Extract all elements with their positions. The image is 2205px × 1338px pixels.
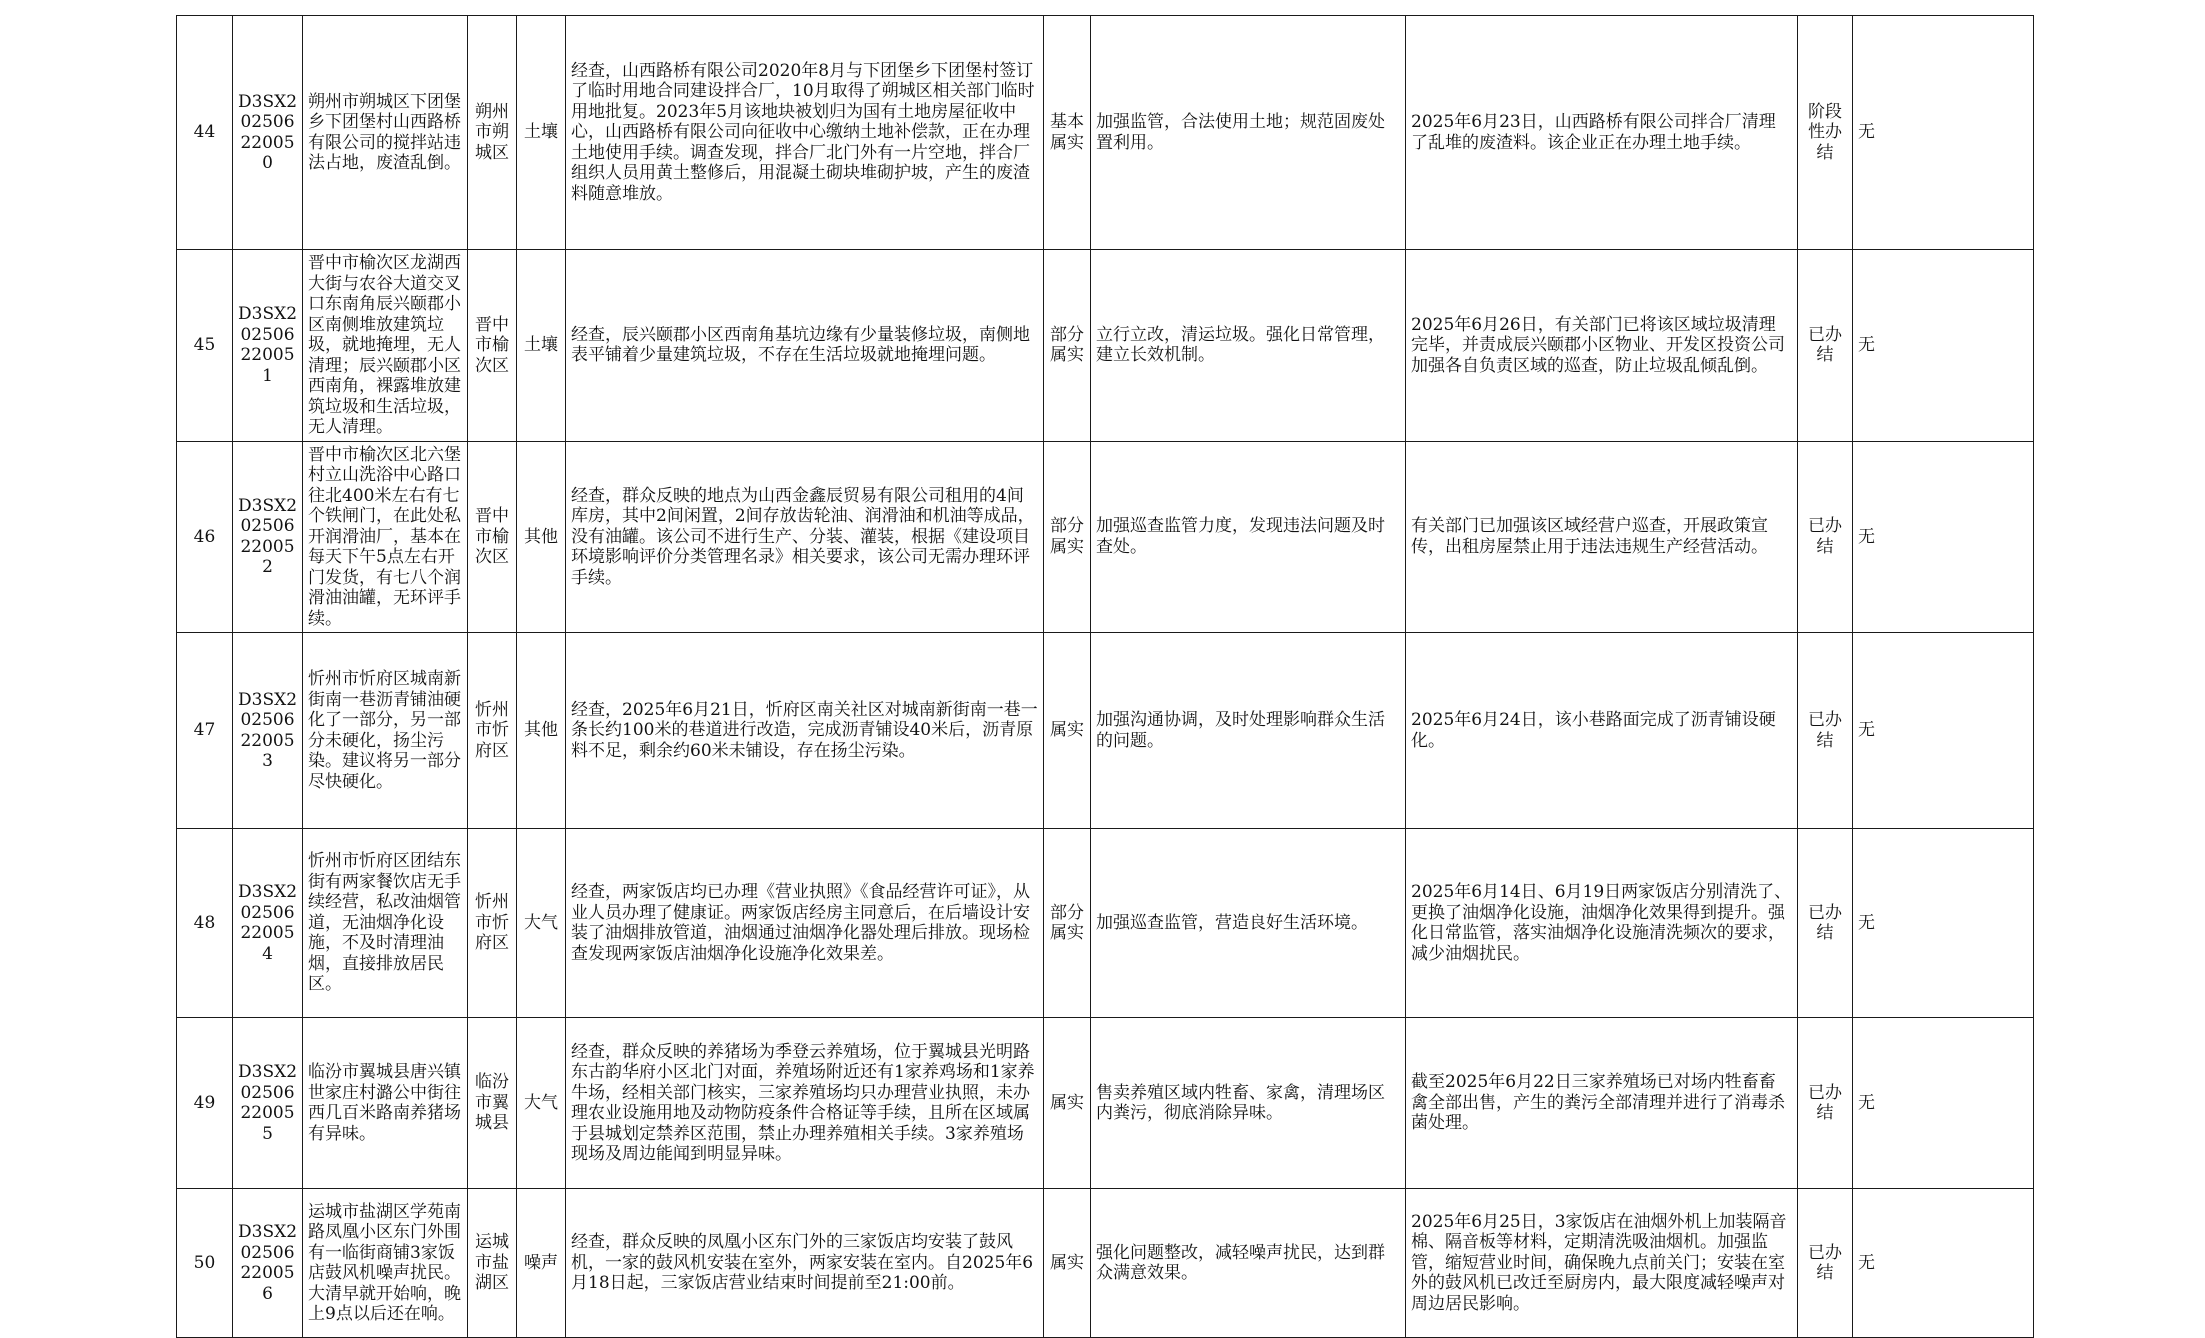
handling-measures: 加强沟通协调，及时处理影响群众生活的问题。 (1091, 633, 1406, 829)
accountability: 无 (1853, 16, 2034, 250)
verification-verdict: 部分属实 (1044, 250, 1091, 442)
complaint-content: 忻州市忻府区团结东街有两家餐饮店无手续经营，私改油烟管道，无油烟净化设施，不及时清理油烟，直接排放居民区。 (303, 829, 468, 1018)
case-table-page (176, 15, 2033, 1338)
accountability: 无 (1853, 1018, 2034, 1189)
rectification-result: 2025年6月23日，山西路桥有限公司拌合厂清理了乱堆的废渣料。该企业正在办理土地手续。 (1406, 16, 1798, 250)
case-id: D3SX202506220055 (233, 1018, 303, 1189)
pollution-type: 土壤 (517, 16, 566, 250)
case-number: 48 (177, 829, 233, 1018)
completion-status: 已办结 (1798, 1018, 1853, 1189)
table-row (177, 829, 2034, 1018)
verification-verdict: 部分属实 (1044, 441, 1091, 633)
rectification-result: 2025年6月26日，有关部门已将该区域垃圾清理完毕，并责成辰兴颐郡小区物业、开发区投资公司加强各自负责区域的巡查，防止垃圾乱倾乱倒。 (1406, 250, 1798, 442)
rectification-result: 2025年6月25日，3家饭店在油烟外机上加装隔音棉、隔音板等材料，定期清洗吸油烟机。加强监管，缩短营业时间，确保晚九点前关门；安装在室外的鼓风机已改迁至厨房内，最大限度减轻噪声对周边居民影响。 (1406, 1189, 1798, 1338)
accountability: 无 (1853, 1189, 2034, 1338)
administrative-area: 忻州市忻府区 (468, 633, 517, 829)
completion-status: 已办结 (1798, 633, 1853, 829)
handling-measures: 加强监管，合法使用土地；规范固废处置利用。 (1091, 16, 1406, 250)
complaint-content: 忻州市忻府区城南新街南一巷沥青铺油硬化了一部分，另一部分未硬化，扬尘污染。建议将另一部分尽快硬化。 (303, 633, 468, 829)
table-row (177, 1189, 2034, 1338)
complaint-content: 朔州市朔城区下团堡乡下团堡村山西路桥有限公司的搅拌站违法占地，废渣乱倒。 (303, 16, 468, 250)
case-number: 44 (177, 16, 233, 250)
case-id: D3SX202506220053 (233, 633, 303, 829)
accountability: 无 (1853, 250, 2034, 442)
complaint-content: 晋中市榆次区龙湖西大街与农谷大道交叉口东南角辰兴颐郡小区南侧堆放建筑垃圾，就地掩埋，无人清理；辰兴颐郡小区西南角，裸露堆放建筑垃圾和生活垃圾，无人清理。 (303, 250, 468, 442)
administrative-area: 临汾市翼城县 (468, 1018, 517, 1189)
complaint-content: 运城市盐湖区学苑南路凤凰小区东门外围有一临街商铺3家饭店鼓风机噪声扰民。大清早就开始响，晚上9点以后还在响。 (303, 1189, 468, 1338)
investigation-finding: 经查，群众反映的养猪场为季登云养殖场，位于翼城县光明路东古韵华府小区北门对面，养殖场附近还有1家养鸡场和1家养牛场，经相关部门核实，三家养殖场均只办理营业执照，未办理农业设施用地及动物防疫条件合格证等手续，且所在区域属于县城划定禁养区范围，禁止办理养殖相关手续。3家养殖场现场及周边能闻到明显异味。 (566, 1018, 1044, 1189)
pollution-type: 大气 (517, 829, 566, 1018)
handling-measures: 强化问题整改，减轻噪声扰民，达到群众满意效果。 (1091, 1189, 1406, 1338)
verification-verdict: 属实 (1044, 1189, 1091, 1338)
rectification-result: 有关部门已加强该区域经营户巡查，开展政策宣传，出租房屋禁止用于违法违规生产经营活动。 (1406, 441, 1798, 633)
case-number: 50 (177, 1189, 233, 1338)
verification-verdict: 属实 (1044, 633, 1091, 829)
accountability: 无 (1853, 829, 2034, 1018)
case-id: D3SX202506220056 (233, 1189, 303, 1338)
verification-verdict: 部分属实 (1044, 829, 1091, 1018)
table-row (177, 441, 2034, 633)
completion-status: 已办结 (1798, 829, 1853, 1018)
case-id: D3SX202506220052 (233, 441, 303, 633)
administrative-area: 晋中市榆次区 (468, 250, 517, 442)
rectification-result: 2025年6月24日，该小巷路面完成了沥青铺设硬化。 (1406, 633, 1798, 829)
case-number: 49 (177, 1018, 233, 1189)
handling-measures: 售卖养殖区域内牲畜、家禽，清理场区内粪污，彻底消除异味。 (1091, 1018, 1406, 1189)
investigation-finding: 经查，2025年6月21日，忻府区南关社区对城南新街南一巷一条长约100米的巷道进行改造，完成沥青铺设40米后，沥青原料不足，剩余约60米未铺设，存在扬尘污染。 (566, 633, 1044, 829)
completion-status: 已办结 (1798, 1189, 1853, 1338)
case-number: 45 (177, 250, 233, 442)
investigation-finding: 经查，两家饭店均已办理《营业执照》《食品经营许可证》，从业人员办理了健康证。两家饭店经房主同意后，在后墙设计安装了油烟排放管道，油烟通过油烟净化器处理后排放。现场检查发现两家饭店油烟净化设施净化效果差。 (566, 829, 1044, 1018)
table-row (177, 16, 2034, 250)
completion-status: 已办结 (1798, 250, 1853, 442)
verification-verdict: 属实 (1044, 1018, 1091, 1189)
handling-measures: 立行立改，清运垃圾。强化日常管理，建立长效机制。 (1091, 250, 1406, 442)
case-number: 46 (177, 441, 233, 633)
handling-measures: 加强巡查监管，营造良好生活环境。 (1091, 829, 1406, 1018)
investigation-finding: 经查，群众反映的地点为山西金鑫辰贸易有限公司租用的4间库房，其中2间闲置，2间存放齿轮油、润滑油和机油等成品，没有油罐。该公司不进行生产、分装、灌装，根据《建设项目环境影响评价分类管理名录》相关要求，该公司无需办理环评手续。 (566, 441, 1044, 633)
administrative-area: 朔州市朔城区 (468, 16, 517, 250)
completion-status: 已办结 (1798, 441, 1853, 633)
complaint-content: 晋中市榆次区北六堡村立山洗浴中心路口往北400米左右有七个铁闸门，在此处私开润滑油厂，基本在每天下午5点左右开门发货，有七八个润滑油油罐，无环评手续。 (303, 441, 468, 633)
pollution-type: 其他 (517, 441, 566, 633)
pollution-type: 大气 (517, 1018, 566, 1189)
complaint-case-table (176, 15, 2034, 1338)
investigation-finding: 经查，山西路桥有限公司2020年8月与下团堡乡下团堡村签订了临时用地合同建设拌合厂，10月取得了朔城区相关部门临时用地批复。2023年5月该地块被划归为国有土地房屋征收中心，山西路桥有限公司向征收中心缴纳土地补偿款，正在办理土地使用手续。调查发现，拌合厂北门外有一片空地，拌合厂组织人员用黄土整修后，用混凝土砌块堆砌护坡，产生的废渣料随意堆放。 (566, 16, 1044, 250)
investigation-finding: 经查，群众反映的凤凰小区东门外的三家饭店均安装了鼓风机，一家的鼓风机安装在室外，两家安装在室内。自2025年6月18日起，三家饭店营业结束时间提前至21:00前。 (566, 1189, 1044, 1338)
table-row (177, 250, 2034, 442)
case-number: 47 (177, 633, 233, 829)
case-id: D3SX202506220050 (233, 16, 303, 250)
investigation-finding: 经查，辰兴颐郡小区西南角基坑边缘有少量装修垃圾，南侧地表平铺着少量建筑垃圾，不存在生活垃圾就地掩埋问题。 (566, 250, 1044, 442)
table-row (177, 633, 2034, 829)
case-id: D3SX202506220054 (233, 829, 303, 1018)
case-id: D3SX202506220051 (233, 250, 303, 442)
pollution-type: 噪声 (517, 1189, 566, 1338)
verification-verdict: 基本属实 (1044, 16, 1091, 250)
handling-measures: 加强巡查监管力度，发现违法问题及时查处。 (1091, 441, 1406, 633)
accountability: 无 (1853, 633, 2034, 829)
table-row (177, 1018, 2034, 1189)
rectification-result: 截至2025年6月22日三家养殖场已对场内牲畜畜禽全部出售，产生的粪污全部清理并进行了消毒杀菌处理。 (1406, 1018, 1798, 1189)
completion-status: 阶段性办结 (1798, 16, 1853, 250)
pollution-type: 其他 (517, 633, 566, 829)
rectification-result: 2025年6月14日、6月19日两家饭店分别清洗了、更换了油烟净化设施，油烟净化效果得到提升。强化日常监管，落实油烟净化设施清洗频次的要求，减少油烟扰民。 (1406, 829, 1798, 1018)
complaint-content: 临汾市翼城县唐兴镇世家庄村潞公中街往西几百米路南养猪场有异味。 (303, 1018, 468, 1189)
accountability: 无 (1853, 441, 2034, 633)
administrative-area: 晋中市榆次区 (468, 441, 517, 633)
pollution-type: 土壤 (517, 250, 566, 442)
administrative-area: 忻州市忻府区 (468, 829, 517, 1018)
administrative-area: 运城市盐湖区 (468, 1189, 517, 1338)
